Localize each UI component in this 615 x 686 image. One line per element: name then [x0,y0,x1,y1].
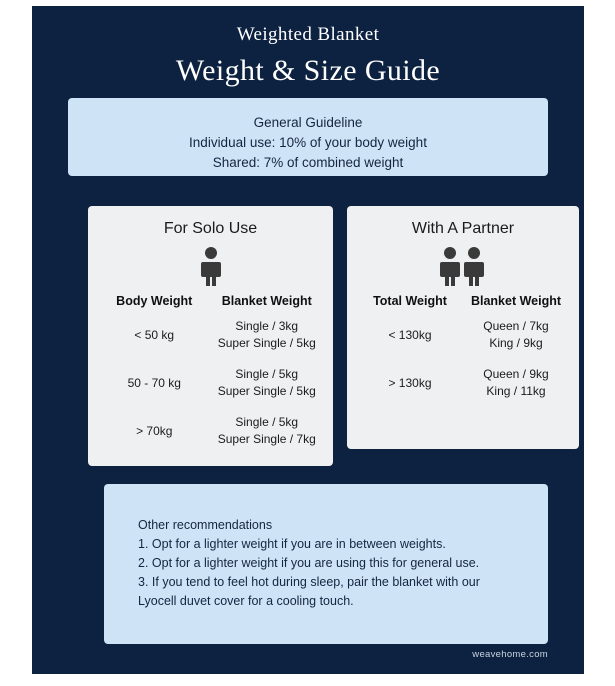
list-item: 1. Opt for a lighter weight if you are in between weights. [138,537,446,551]
solo-row3-blanket-line2: Super Single / 7kg [217,432,316,446]
partner-row2-blanket-line1: Queen / 9kg [483,367,549,381]
partner-row1-blanket-line1: Queen / 7kg [483,319,549,333]
page-title: Weight & Size Guide [175,54,441,87]
solo-row3-blanket [211,414,324,448]
guideline-shared: Shared: 7% of combined weight [212,155,404,170]
partner-row2-weight: > 130kg [388,376,432,390]
two-person-figure-group [347,246,579,288]
partner-panel-title: With A Partner [411,220,515,237]
recommendations-title: Other recommendations [138,518,273,532]
table-row [98,414,323,448]
solo-rows [88,318,333,448]
solo-row3-blanket-line1: Single / 5kg [235,415,299,429]
solo-row2-blanket-line2: Super Single / 5kg [217,384,316,398]
solo-row1-blanket-line2: Super Single / 5kg [217,336,316,350]
poster-header [32,6,584,88]
solo-row2-weight: 50 - 70 kg [127,376,181,390]
solo-row1-blanket-line1: Single / 3kg [235,319,299,333]
partner-row2-blanket [463,366,569,400]
solo-col1-header: Body Weight [116,294,193,308]
partner-row2-blanket-line2: King / 11kg [486,384,546,398]
partner-row1-blanket [463,318,569,352]
solo-row1-blanket [211,318,324,352]
partner-row1-blanket-line2: King / 9kg [489,336,543,350]
list-item: 2. Opt for a lighter weight if you are using this for general use. [138,556,480,570]
guideline-heading: General Guideline [253,115,363,130]
solo-panel-title: For Solo Use [163,220,258,237]
general-guideline-panel [68,98,548,176]
solo-use-panel [88,206,333,466]
table-row [357,318,569,352]
solo-column-headers [88,294,333,308]
table-row [357,366,569,400]
brand-line: Weighted Blanket [236,24,380,45]
partner-panel [347,206,579,449]
solo-row2-blanket [211,366,324,400]
solo-row2-blanket-line1: Single / 5kg [235,367,299,381]
partner-rows [347,318,579,400]
single-person-figure-group [88,246,333,288]
recommendations-panel [104,484,548,644]
partner-row1-weight: < 130kg [388,328,432,342]
recommendations-list [138,535,520,611]
solo-row1-weight: < 50 kg [134,328,175,342]
poster [32,6,584,674]
table-row [98,366,323,400]
footer-site: weavehome.com [472,649,548,660]
person-icon [198,246,224,288]
list-item: Lyocell duvet cover for a cooling touch. [138,594,354,608]
partner-column-headers [347,294,579,308]
guideline-individual: Individual use: 10% of your body weight [189,135,427,150]
partner-col2-header: Blanket Weight [470,294,562,308]
list-item: 3. If you tend to feel hot during sleep, pair the blanket with our [138,575,480,589]
solo-row3-weight: > 70kg [136,424,173,438]
table-row [98,318,323,352]
partner-col1-header: Total Weight [373,294,447,308]
solo-col2-header: Blanket Weight [221,294,312,308]
couple-icon [437,246,489,288]
